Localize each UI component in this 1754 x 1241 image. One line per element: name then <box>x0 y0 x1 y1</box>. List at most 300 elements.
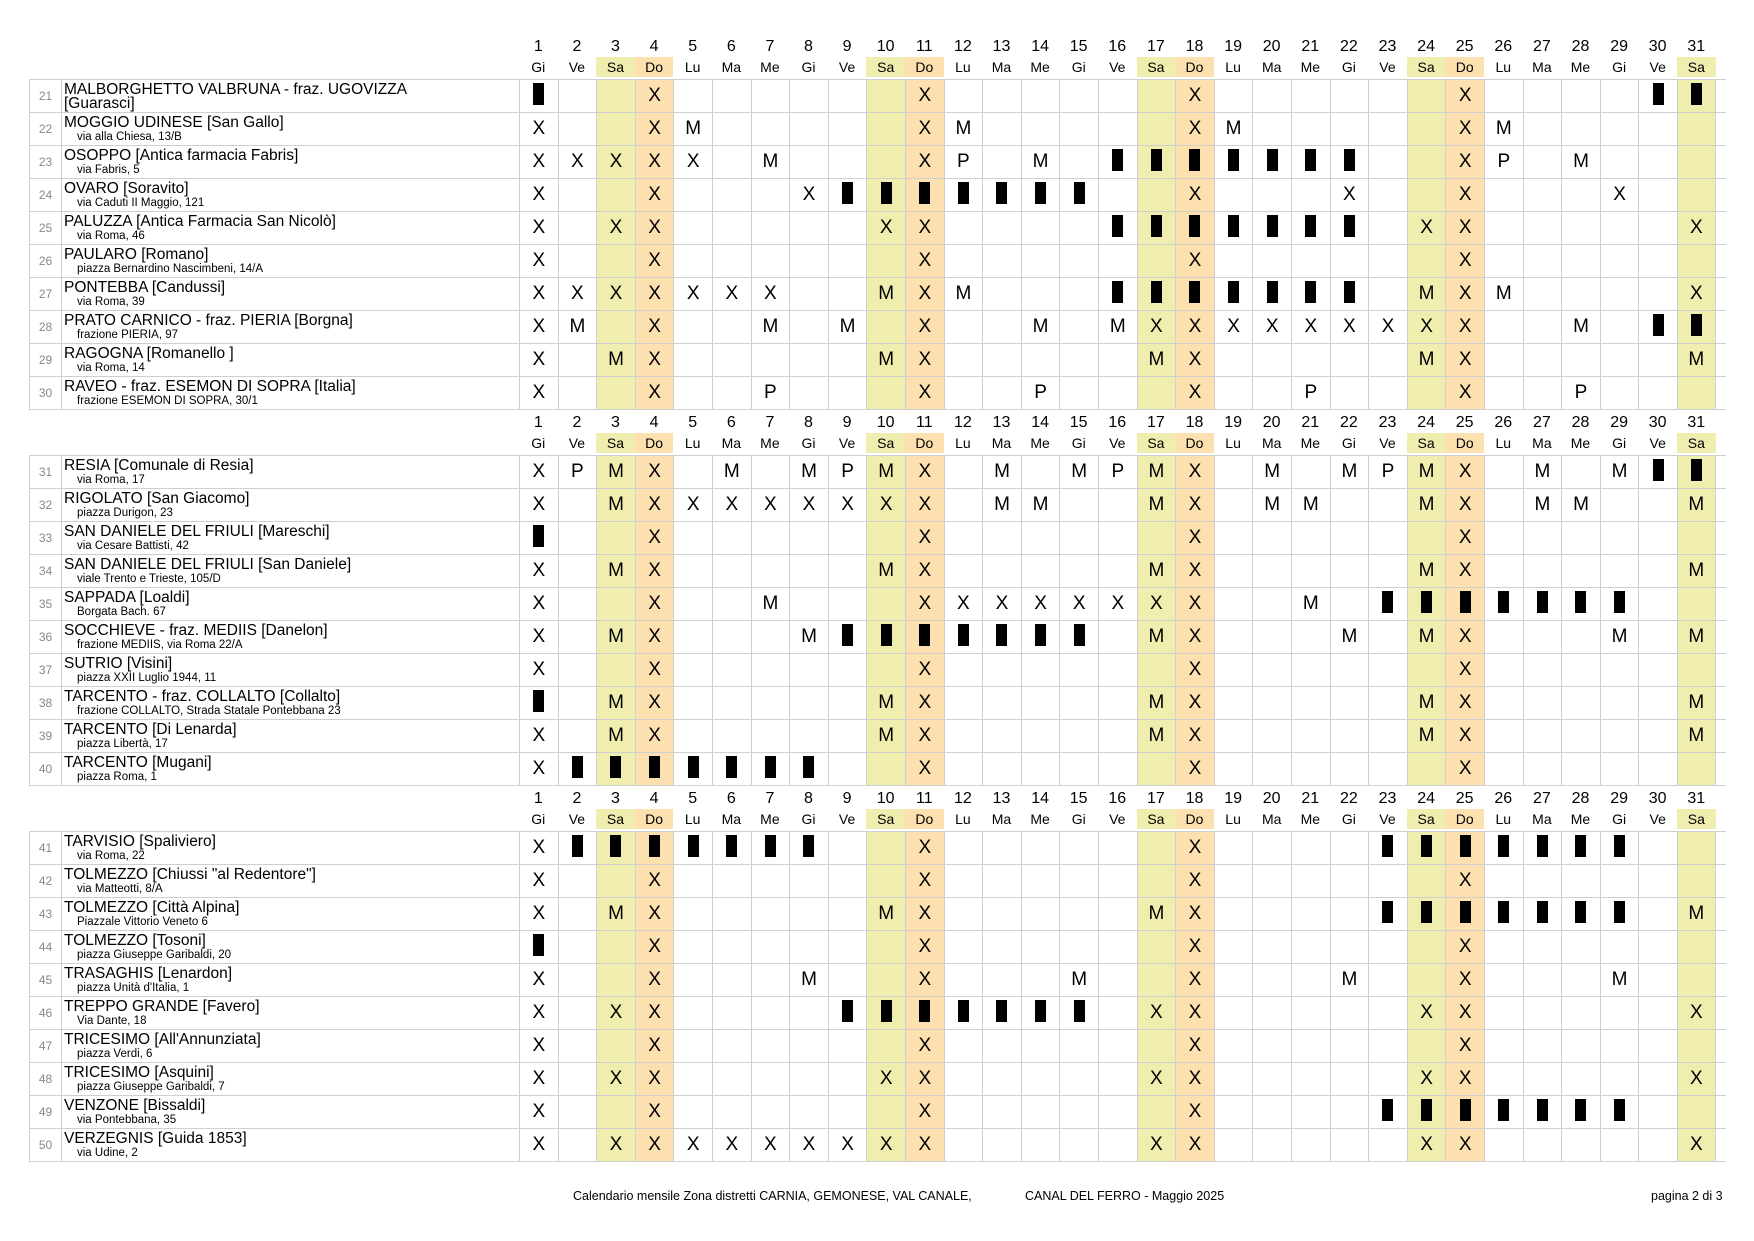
shift-cell: M <box>751 311 790 343</box>
shift-night-block <box>1252 278 1291 310</box>
shift-night-block <box>866 997 905 1029</box>
day-of-week: Sa <box>596 433 635 453</box>
shift-cell <box>558 1030 597 1062</box>
shift-cell <box>1407 113 1446 145</box>
shift-cell <box>828 931 867 963</box>
shift-cell <box>751 898 790 930</box>
shift-cell: X <box>635 1096 674 1128</box>
shift-cell: M <box>789 456 828 488</box>
shift-cell: X <box>905 931 944 963</box>
night-block-icon <box>1537 591 1548 613</box>
shift-cell <box>1484 522 1523 554</box>
shift-cell <box>673 621 712 653</box>
shift-cell <box>944 1096 983 1128</box>
shift-night-block <box>828 179 867 211</box>
shift-cell: X <box>673 146 712 178</box>
shift-cell: M <box>1330 456 1369 488</box>
day-number: 25 <box>1455 414 1474 431</box>
day-of-week: Sa <box>1137 809 1176 829</box>
pharmacy-info <box>62 344 544 376</box>
shift-cell <box>673 898 712 930</box>
row-number: 29 <box>29 344 62 376</box>
shift-cell: X <box>519 753 558 785</box>
shift-cell <box>673 654 712 686</box>
shift-cell <box>596 654 635 686</box>
day-of-week: Gi <box>531 59 546 75</box>
shift-cell: M <box>1137 621 1176 653</box>
night-block-icon <box>1382 591 1393 613</box>
row-number: 24 <box>29 179 62 211</box>
shift-cell <box>712 245 751 277</box>
table-row <box>29 489 1726 522</box>
shift-cell <box>558 1096 597 1128</box>
shift-cell <box>1600 997 1639 1029</box>
night-block-icon <box>1537 835 1548 857</box>
shift-cell <box>712 964 751 996</box>
shift-cell: X <box>519 146 558 178</box>
day-number: 28 <box>1571 790 1590 807</box>
shift-cell <box>558 588 597 620</box>
shift-cell: M <box>1600 621 1639 653</box>
shift-cell <box>1638 931 1677 963</box>
shift-cell <box>1368 931 1407 963</box>
pharmacy-info <box>62 212 544 244</box>
pharmacy-name: MALBORGHETTO VALBRUNA - fraz. UGOVIZZA <box>64 81 408 98</box>
shift-cell <box>673 865 712 897</box>
day-number: 23 <box>1378 790 1397 807</box>
shift-cell <box>1291 720 1330 752</box>
shift-night-block <box>828 621 867 653</box>
day-of-week: Ma <box>721 811 742 827</box>
day-number: 16 <box>1108 414 1127 431</box>
night-block-icon <box>842 624 853 646</box>
day-of-week: Sa <box>1407 433 1446 453</box>
shift-cell <box>1523 687 1562 719</box>
shift-night-block <box>1175 146 1214 178</box>
shift-cell: X <box>712 278 751 310</box>
shift-cell <box>1137 964 1176 996</box>
shift-cell <box>1098 1129 1137 1161</box>
day-header <box>29 412 1726 455</box>
day-header-cell <box>1638 36 1677 77</box>
table-row <box>29 588 1726 621</box>
night-block-icon <box>649 835 660 857</box>
day-header-cell <box>1214 412 1253 453</box>
day-number: 17 <box>1146 414 1165 431</box>
shift-cell <box>1098 1030 1137 1062</box>
shift-cell <box>1368 753 1407 785</box>
pharmacy-name: TRICESIMO [Asquini] <box>64 1064 214 1081</box>
shift-cell <box>1098 997 1137 1029</box>
day-header-cell <box>712 788 751 829</box>
pharmacy-name: MOGGIO UDINESE [San Gallo] <box>64 114 284 131</box>
day-number: 18 <box>1185 790 1204 807</box>
shift-cell: X <box>1059 588 1098 620</box>
shift-cell <box>1638 377 1677 409</box>
day-number: 31 <box>1687 38 1706 55</box>
shift-cell <box>751 179 790 211</box>
shift-cell: M <box>1021 311 1060 343</box>
shift-cell <box>982 654 1021 686</box>
table-row <box>29 113 1726 146</box>
shift-cell <box>1214 179 1253 211</box>
shift-cell <box>1214 245 1253 277</box>
shift-cell: X <box>635 555 674 587</box>
shift-cell <box>558 720 597 752</box>
night-block-icon <box>1537 901 1548 923</box>
shift-cell: X <box>905 588 944 620</box>
shift-cell <box>1137 377 1176 409</box>
shift-cell <box>789 931 828 963</box>
night-block-icon <box>610 835 621 857</box>
pharmacy-address: piazza Giuseppe Garibaldi, 20 <box>77 949 232 961</box>
shift-cell <box>1021 1030 1060 1062</box>
pharmacy-address: via Matteotti, 8/A <box>77 883 163 895</box>
shift-cell <box>1021 1063 1060 1095</box>
day-number: 8 <box>804 790 813 807</box>
shift-cell <box>1523 522 1562 554</box>
shift-cell <box>1368 654 1407 686</box>
shift-cell <box>1523 964 1562 996</box>
shift-night-block <box>751 832 790 864</box>
night-block-icon <box>996 182 1007 204</box>
shift-cell: M <box>866 344 905 376</box>
shift-cell: X <box>635 489 674 521</box>
shift-cell <box>1059 1030 1098 1062</box>
shift-cell: X <box>635 80 674 112</box>
day-number: 9 <box>842 414 852 431</box>
shift-cell <box>1330 753 1369 785</box>
day-header-cell <box>982 36 1021 77</box>
day-of-week: Sa <box>1137 57 1176 77</box>
shift-cell: X <box>596 1063 635 1095</box>
shift-night-block <box>866 621 905 653</box>
day-number: 29 <box>1610 38 1628 55</box>
day-of-week: Sa <box>1677 433 1716 453</box>
day-of-week: Ma <box>991 435 1012 451</box>
pharmacy-name: TARCENTO - fraz. COLLALTO [Collalto] <box>64 688 341 705</box>
pharmacy-name: RAGOGNA [Romanello ] <box>64 345 234 362</box>
shift-cell <box>828 753 867 785</box>
day-of-week: Sa <box>1677 809 1716 829</box>
day-number: 10 <box>876 790 895 807</box>
shift-cell <box>789 245 828 277</box>
shift-cell <box>1561 753 1600 785</box>
day-header-cell <box>558 412 597 453</box>
day-of-week: Ve <box>1649 811 1666 827</box>
shift-cell <box>1368 80 1407 112</box>
shift-cell <box>712 931 751 963</box>
shift-cell <box>1059 898 1098 930</box>
shift-cell: X <box>1175 964 1214 996</box>
shift-cell <box>1021 753 1060 785</box>
day-of-week: Ma <box>1532 811 1552 827</box>
shift-cell <box>828 687 867 719</box>
day-number: 29 <box>1610 790 1628 807</box>
table-row <box>29 621 1726 654</box>
shift-cell <box>944 931 983 963</box>
night-block-icon <box>1074 182 1085 204</box>
shift-night-block <box>712 753 751 785</box>
night-block-icon <box>1460 835 1471 857</box>
shift-cell <box>558 489 597 521</box>
shift-night-block <box>1561 898 1600 930</box>
table-row <box>29 522 1726 555</box>
shift-cell: M <box>1561 311 1600 343</box>
row-number: 35 <box>29 588 62 620</box>
shift-cell <box>866 522 905 554</box>
shift-cell <box>1484 997 1523 1029</box>
day-number: 10 <box>876 414 895 431</box>
shift-cell: M <box>751 588 790 620</box>
shift-cell <box>944 898 983 930</box>
shift-cell <box>1059 687 1098 719</box>
shift-cell <box>1561 212 1600 244</box>
day-number: 18 <box>1185 38 1204 55</box>
shift-cell <box>866 654 905 686</box>
shift-cell: X <box>1445 179 1484 211</box>
shift-cell <box>558 1129 597 1161</box>
shift-cell <box>866 753 905 785</box>
day-of-week: Do <box>1175 809 1214 829</box>
day-of-week: Ve <box>1379 811 1396 827</box>
day-of-week: Do <box>1175 433 1214 453</box>
day-of-week: Gi <box>1071 59 1086 75</box>
shift-cell <box>982 522 1021 554</box>
shift-cell <box>1330 113 1369 145</box>
shift-cell: X <box>1407 311 1446 343</box>
shift-night-block <box>712 832 751 864</box>
shift-cell <box>828 832 867 864</box>
shift-cell <box>1021 832 1060 864</box>
table-row <box>29 832 1726 865</box>
shift-cell <box>1600 489 1639 521</box>
shift-cell <box>1252 931 1291 963</box>
shift-cell <box>673 344 712 376</box>
pharmacy-address: [Guarasci] <box>64 95 135 112</box>
night-block-icon <box>649 756 660 778</box>
shift-cell <box>1638 278 1677 310</box>
shift-cell <box>1638 113 1677 145</box>
footer-title-part2: CANAL DEL FERRO - Maggio 2025 <box>1025 1189 1225 1203</box>
shift-cell <box>1330 377 1369 409</box>
day-header-cell <box>1407 412 1446 453</box>
pharmacy-address: viale Trento e Trieste, 105/D <box>77 573 221 585</box>
shift-cell <box>1638 832 1677 864</box>
shift-cell <box>1368 720 1407 752</box>
shift-cell: X <box>1137 1129 1176 1161</box>
shift-cell: X <box>905 753 944 785</box>
shift-cell: X <box>1445 1129 1484 1161</box>
night-block-icon <box>1614 591 1625 613</box>
day-number: 8 <box>804 414 813 431</box>
shift-cell <box>828 377 867 409</box>
night-block-icon <box>533 690 544 712</box>
shift-cell: X <box>905 146 944 178</box>
night-block-icon <box>726 835 737 857</box>
shift-cell: M <box>1561 489 1600 521</box>
day-number: 22 <box>1339 414 1358 431</box>
shift-cell <box>789 212 828 244</box>
shift-cell <box>1484 344 1523 376</box>
shift-cell <box>1252 245 1291 277</box>
night-block-icon <box>1344 149 1355 171</box>
calendar-section-3 <box>29 788 1726 1162</box>
shift-cell <box>944 245 983 277</box>
pharmacy-address: piazza Giuseppe Garibaldi, 7 <box>77 1081 225 1093</box>
day-number: 20 <box>1262 414 1281 431</box>
shift-cell <box>1252 687 1291 719</box>
shift-cell: X <box>905 113 944 145</box>
shift-cell: X <box>519 113 558 145</box>
shift-cell: X <box>712 489 751 521</box>
shift-cell <box>1330 80 1369 112</box>
day-header-cell <box>558 36 597 77</box>
shift-cell <box>1638 654 1677 686</box>
shift-cell <box>866 146 905 178</box>
day-header-cell <box>944 36 983 77</box>
shift-cell: X <box>1175 865 1214 897</box>
day-header-cell <box>828 412 867 453</box>
day-header-cell <box>1368 788 1407 829</box>
shift-cell <box>789 687 828 719</box>
day-of-week: Do <box>635 57 674 77</box>
shift-cell <box>1214 865 1253 897</box>
pharmacy-address: piazza Verdi, 6 <box>77 1048 153 1060</box>
table-row <box>29 1129 1726 1162</box>
night-block-icon <box>1112 149 1123 171</box>
shift-cell <box>944 489 983 521</box>
shift-cell: M <box>1677 555 1716 587</box>
shift-night-block <box>1175 212 1214 244</box>
shift-cell <box>1098 245 1137 277</box>
pharmacy-address: piazza Bernardino Nascimbeni, 14/A <box>77 263 264 275</box>
shift-cell <box>1291 1063 1330 1095</box>
shift-cell <box>673 212 712 244</box>
shift-cell <box>944 964 983 996</box>
shift-cell <box>1137 1030 1176 1062</box>
night-block-icon <box>726 756 737 778</box>
shift-cell: X <box>1445 522 1484 554</box>
pharmacy-name: TARCENTO [Mugani] <box>64 754 212 771</box>
shift-cell <box>673 1030 712 1062</box>
day-number: 4 <box>649 414 659 431</box>
pharmacy-info <box>62 964 544 996</box>
shift-cell: X <box>558 278 597 310</box>
shift-cell <box>1291 865 1330 897</box>
pharmacy-name: TRICESIMO [All'Annunziata] <box>64 1031 261 1048</box>
shift-cell: M <box>1677 687 1716 719</box>
night-block-icon <box>842 1000 853 1022</box>
shift-cell <box>1291 687 1330 719</box>
shift-cell <box>982 1129 1021 1161</box>
shift-cell <box>1021 113 1060 145</box>
shift-cell <box>1137 522 1176 554</box>
shift-cell: X <box>519 489 558 521</box>
shift-cell: M <box>1291 588 1330 620</box>
night-block-icon <box>996 624 1007 646</box>
shift-cell <box>596 865 635 897</box>
shift-night-block <box>1330 146 1369 178</box>
shift-cell: X <box>751 278 790 310</box>
shift-cell <box>1484 964 1523 996</box>
shift-cell: M <box>1137 489 1176 521</box>
day-header-cell <box>1638 412 1677 453</box>
shift-cell <box>1638 964 1677 996</box>
day-of-week: Sa <box>1407 57 1446 77</box>
shift-cell: X <box>519 720 558 752</box>
shift-cell <box>866 80 905 112</box>
shift-cell <box>1677 588 1716 620</box>
shift-cell <box>944 865 983 897</box>
day-number: 11 <box>915 38 933 55</box>
day-of-week: Ve <box>568 59 586 75</box>
night-block-icon <box>1653 459 1664 481</box>
shift-cell <box>1330 865 1369 897</box>
pharmacy-info <box>62 898 544 930</box>
shift-cell <box>866 113 905 145</box>
pharmacy-info <box>62 245 544 277</box>
day-header-cell <box>866 36 905 77</box>
row-number: 49 <box>29 1096 62 1128</box>
shift-cell: M <box>1677 344 1716 376</box>
shift-cell <box>1561 179 1600 211</box>
shift-cell <box>789 865 828 897</box>
shift-cell <box>1561 113 1600 145</box>
table-row <box>29 212 1726 245</box>
shift-cell: M <box>1137 555 1176 587</box>
table-row <box>29 1030 1726 1063</box>
shift-cell: X <box>1021 588 1060 620</box>
shift-cell <box>1561 522 1600 554</box>
shift-cell: X <box>1445 113 1484 145</box>
shift-cell: M <box>1059 964 1098 996</box>
night-block-icon <box>881 182 892 204</box>
day-header-cell <box>712 36 751 77</box>
row-number: 30 <box>29 377 62 409</box>
table-row <box>29 80 1726 113</box>
day-number: 21 <box>1301 38 1320 55</box>
shift-cell <box>712 1030 751 1062</box>
shift-cell <box>1059 278 1098 310</box>
day-of-week: Me <box>760 811 780 827</box>
night-block-icon <box>919 182 930 204</box>
shift-cell <box>828 964 867 996</box>
pharmacy-name: RAVEO - fraz. ESEMON DI SOPRA [Italia] <box>64 378 356 395</box>
shift-cell <box>1252 80 1291 112</box>
shift-cell <box>1098 80 1137 112</box>
shift-night-block <box>944 179 983 211</box>
row-number: 38 <box>29 687 62 719</box>
shift-cell: M <box>1330 621 1369 653</box>
shift-cell <box>1021 1096 1060 1128</box>
shift-cell: X <box>673 1129 712 1161</box>
shift-cell: M <box>596 720 635 752</box>
shift-cell <box>751 687 790 719</box>
day-number: 19 <box>1224 414 1242 431</box>
day-header-cell <box>1175 36 1214 77</box>
shift-cell <box>712 80 751 112</box>
shift-cell: X <box>1330 311 1369 343</box>
shift-cell <box>1600 245 1639 277</box>
shift-cell <box>1638 489 1677 521</box>
shift-cell <box>1677 146 1716 178</box>
day-header-cell <box>1021 412 1060 453</box>
pharmacy-address: via Udine, 2 <box>77 1147 138 1159</box>
shift-cell: P <box>828 456 867 488</box>
shift-night-block <box>1021 997 1060 1029</box>
shift-cell: X <box>1677 1129 1716 1161</box>
